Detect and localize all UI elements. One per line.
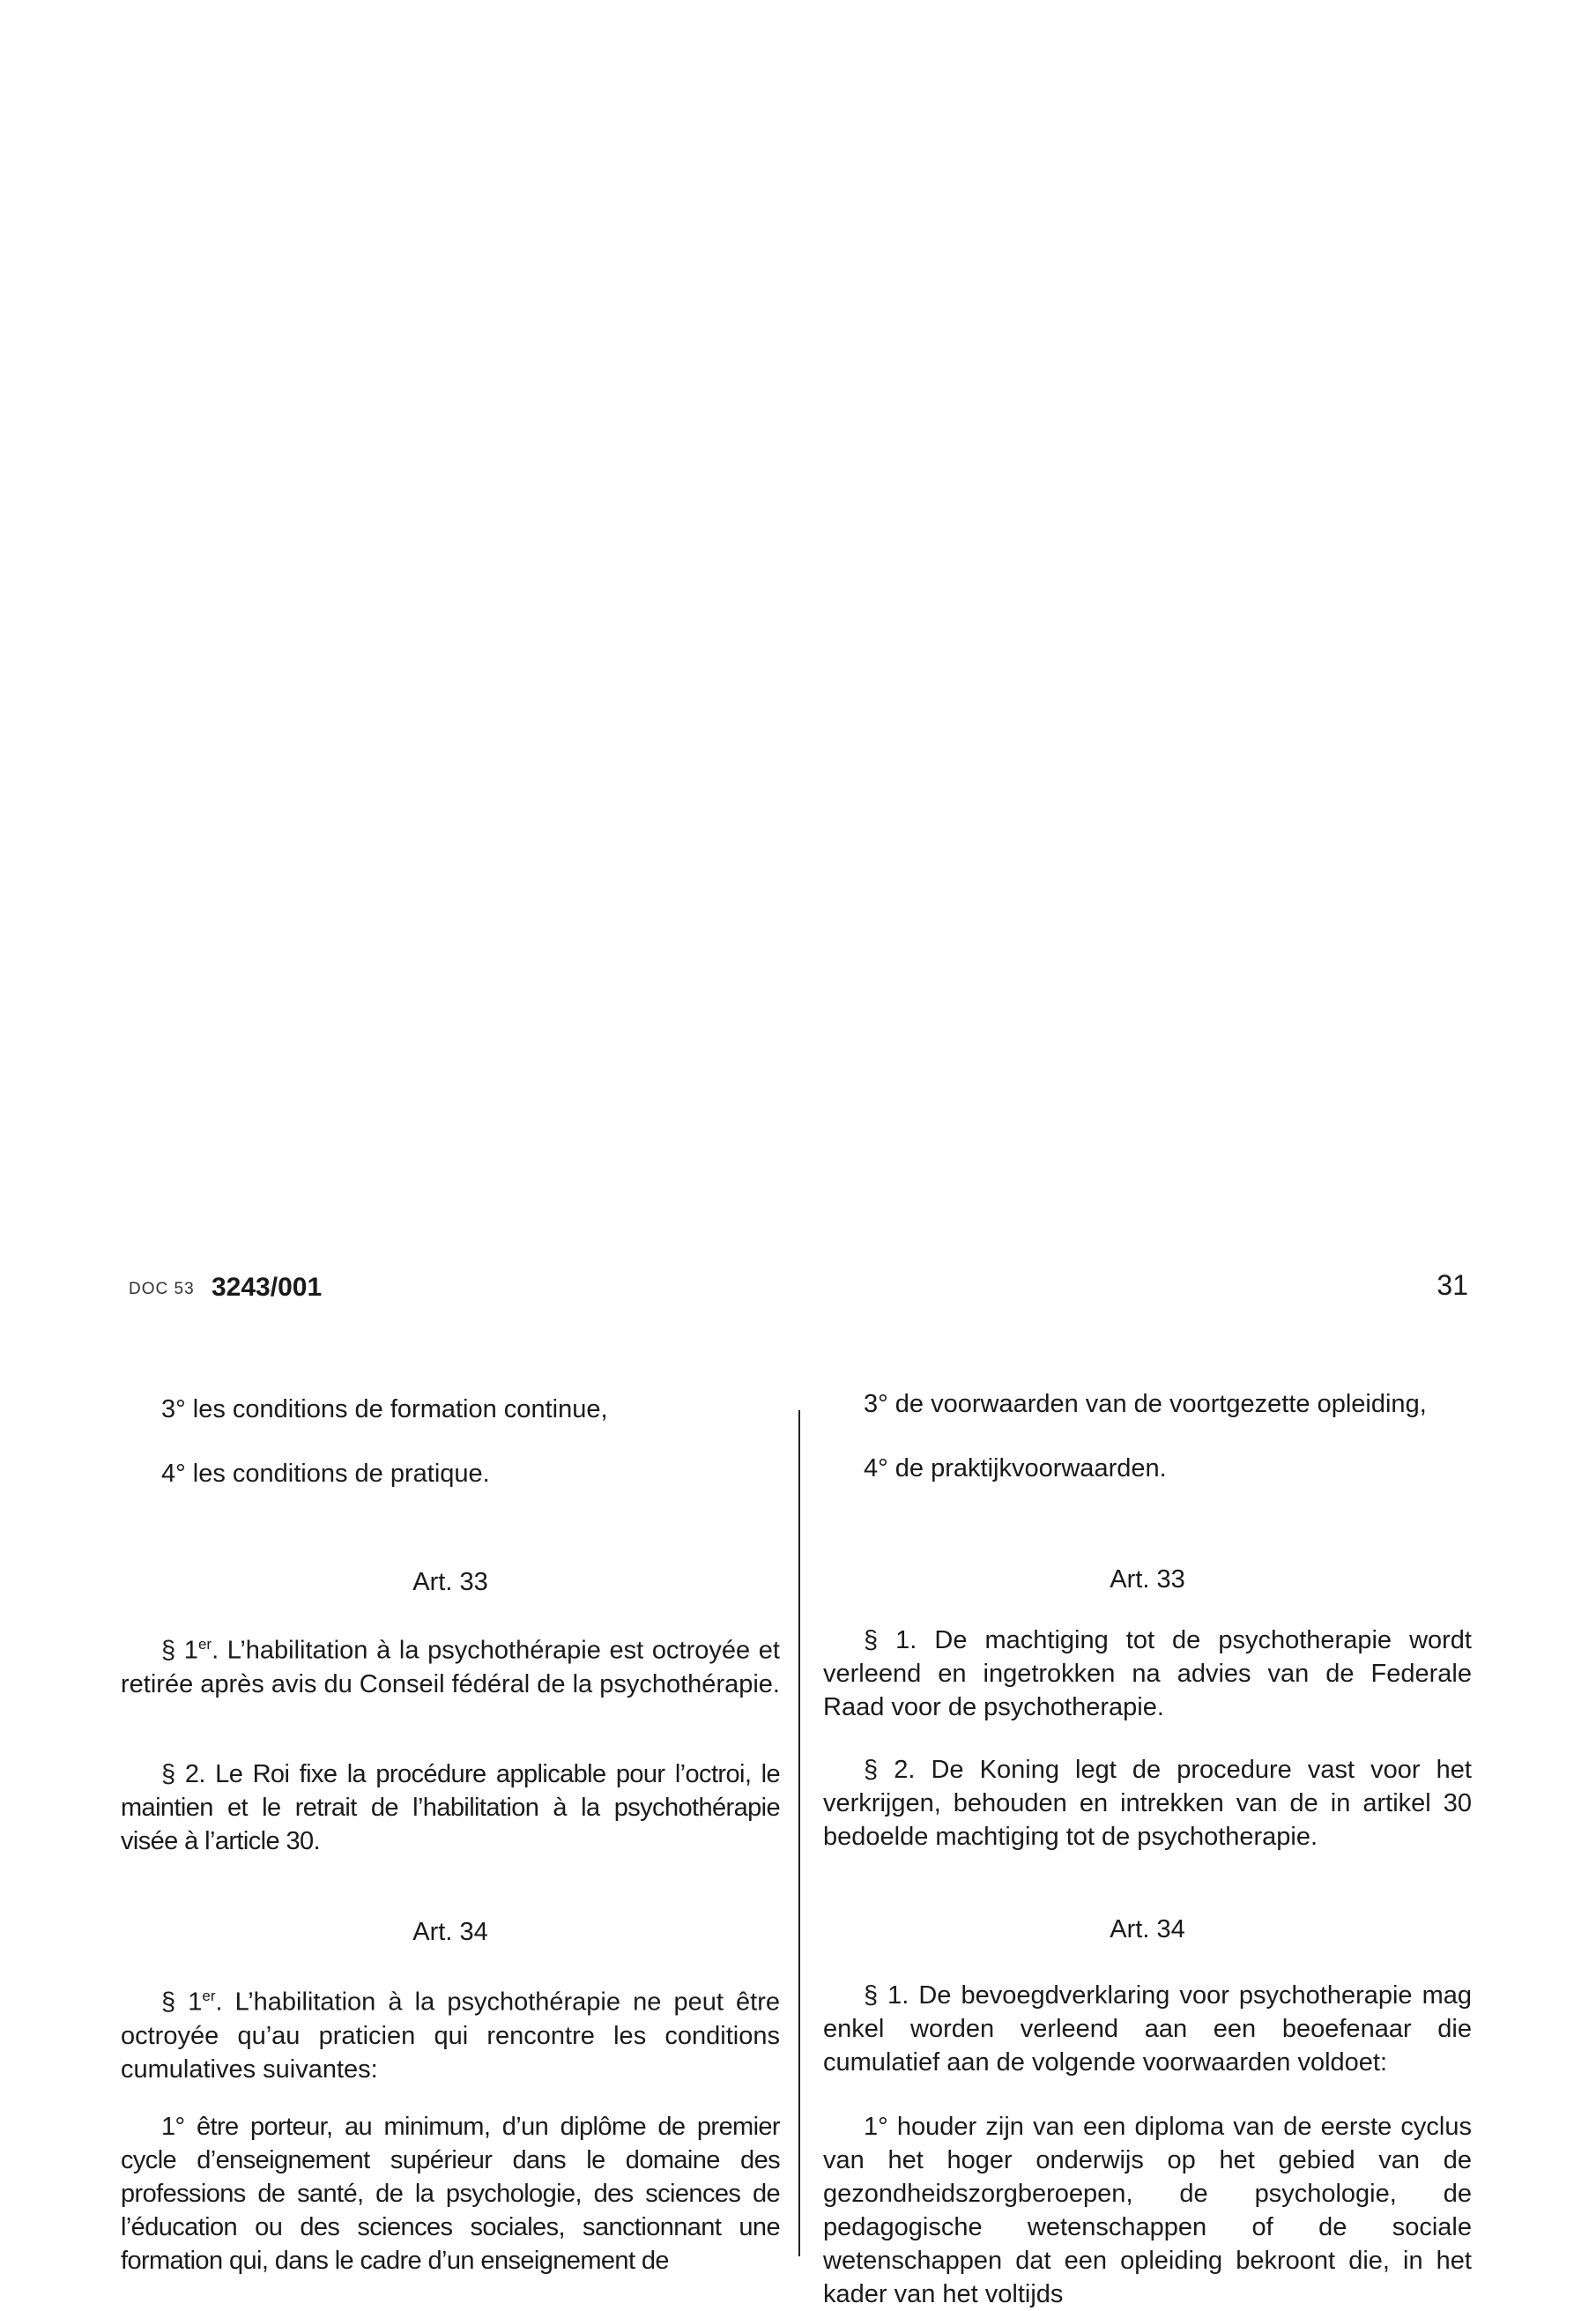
column-divider bbox=[798, 1410, 800, 2256]
fr-art33-para1-lead: § 1 bbox=[161, 1636, 198, 1665]
nl-art33-para2: § 2. De Koning legt de procedure vast voor het verkrijgen, behouden en intrekken van de in artikel 30 bedoelde machtiging tot de psychotherapie. bbox=[823, 1756, 1472, 1851]
page-header bbox=[129, 1269, 1468, 1317]
nl-item-4: 4° de praktijkvoorwaarden. bbox=[864, 1454, 1167, 1482]
nl-item-3: 3° de voorwaarden van de voortgezette opleiding, bbox=[864, 1390, 1427, 1418]
fr-art33-para1-sup: er bbox=[197, 1636, 212, 1653]
page-number: 31 bbox=[1436, 1269, 1468, 1301]
document-reference: DOC 53 bbox=[129, 1280, 195, 1298]
document-number: 3243/001 bbox=[212, 1273, 323, 1302]
nl-art34-para1: § 1. De bevoegdverklaring voor psychotherapie mag enkel worden verleend aan een beoefenaar die cumulatief aan de volgende voorwaarden voldoet: bbox=[823, 1981, 1472, 2077]
fr-art34-item-1: 1° être porteur, au minimum, d’un diplôme de premier cycle d’enseignement supérieur dans le domaine des professions de santé, de la psychologie, des sciences de l’éducation ou des sciences sociales, sanctionnant une formation qui, dans le cadre d’un enseignement de bbox=[121, 2113, 780, 2275]
nl-art33-para1: § 1. De machtiging tot de psychotherapie wordt verleend en ingetrokken na advies van de Federale Raad voor de psychotherapie. bbox=[823, 1626, 1472, 1721]
fr-art33-para1 bbox=[121, 1628, 780, 1701]
fr-art34-para1 bbox=[121, 1980, 780, 2086]
fr-art33-para2: § 2. Le Roi fixe la procédure applicable pour l’octroi, le maintien et le retrait de l’habilitation à la psychothérapie visée à l’article 30. bbox=[121, 1760, 780, 1855]
nl-art33-title: Art. 33 bbox=[1110, 1565, 1185, 1594]
fr-art34-para1-sup: er bbox=[202, 1988, 216, 2004]
fr-art33-para1-text: . L’habilitation à la psychothérapie est octroyée et retirée après avis du Conseil fédéral de la psychothérapie. bbox=[121, 1636, 780, 1698]
fr-item-4: 4° les conditions de pratique. bbox=[161, 1460, 490, 1488]
nl-art34-title: Art. 34 bbox=[1110, 1915, 1185, 1943]
fr-art34-title: Art. 34 bbox=[412, 1918, 488, 1946]
fr-art33-title: Art. 33 bbox=[412, 1568, 488, 1596]
fr-art34-para1-lead: § 1 bbox=[161, 1988, 203, 2017]
fr-art34-para1-text: . L’habilitation à la psychothérapie ne peut être octroyée qu’au praticien qui rencontre les conditions cumulatives suivantes: bbox=[121, 1988, 780, 2084]
fr-item-3: 3° les conditions de formation continue, bbox=[161, 1395, 608, 1423]
nl-art34-item-1: 1° houder zijn van een diploma van de eerste cyclus van het hoger onderwijs op het gebied van de gezondheidszorgberoepen, de psychologie, de pedagogische wetenschappen of de sociale wetenschappen dat een opleiding bekroont die, in het kader van het voltijds bbox=[823, 2113, 1472, 2308]
